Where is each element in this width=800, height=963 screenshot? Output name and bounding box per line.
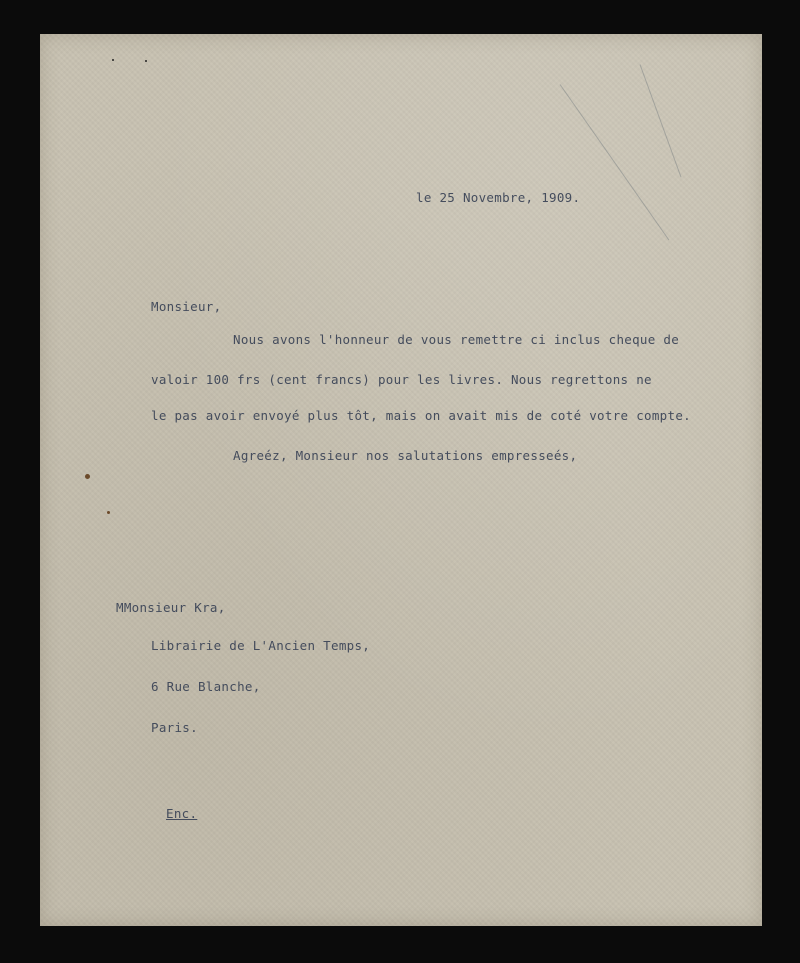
recipient-city: Paris.	[151, 720, 198, 735]
paper-stain	[85, 474, 90, 479]
letter-body-line: valoir 100 frs (cent francs) pour les livres. Nous regrettons ne	[151, 372, 652, 387]
recipient-name: MMonsieur Kra,	[116, 600, 226, 615]
recipient-address-line: Librairie de L'Ancien Temps,	[151, 638, 371, 653]
paper-stain	[107, 511, 110, 514]
letter-body-line: le pas avoir envoyé plus tôt, mais on avait mis de coté votre compte.	[151, 408, 691, 423]
letter-body-line: Nous avons l'honneur de vous remettre ci inclus cheque de	[233, 332, 680, 347]
letter-page	[40, 34, 762, 926]
paper-crease	[640, 64, 682, 177]
paper-stain	[145, 60, 147, 62]
recipient-address-line: 6 Rue Blanche,	[151, 679, 261, 694]
paper-crease	[560, 84, 670, 240]
paper-stain	[112, 59, 114, 61]
letter-closing: Agreéz, Monsieur nos salutations empresseés,	[233, 448, 578, 463]
letter-salutation: Monsieur,	[151, 299, 222, 314]
enclosure-note: Enc.	[166, 806, 198, 821]
letter-date: le 25 Novembre, 1909.	[416, 190, 581, 205]
